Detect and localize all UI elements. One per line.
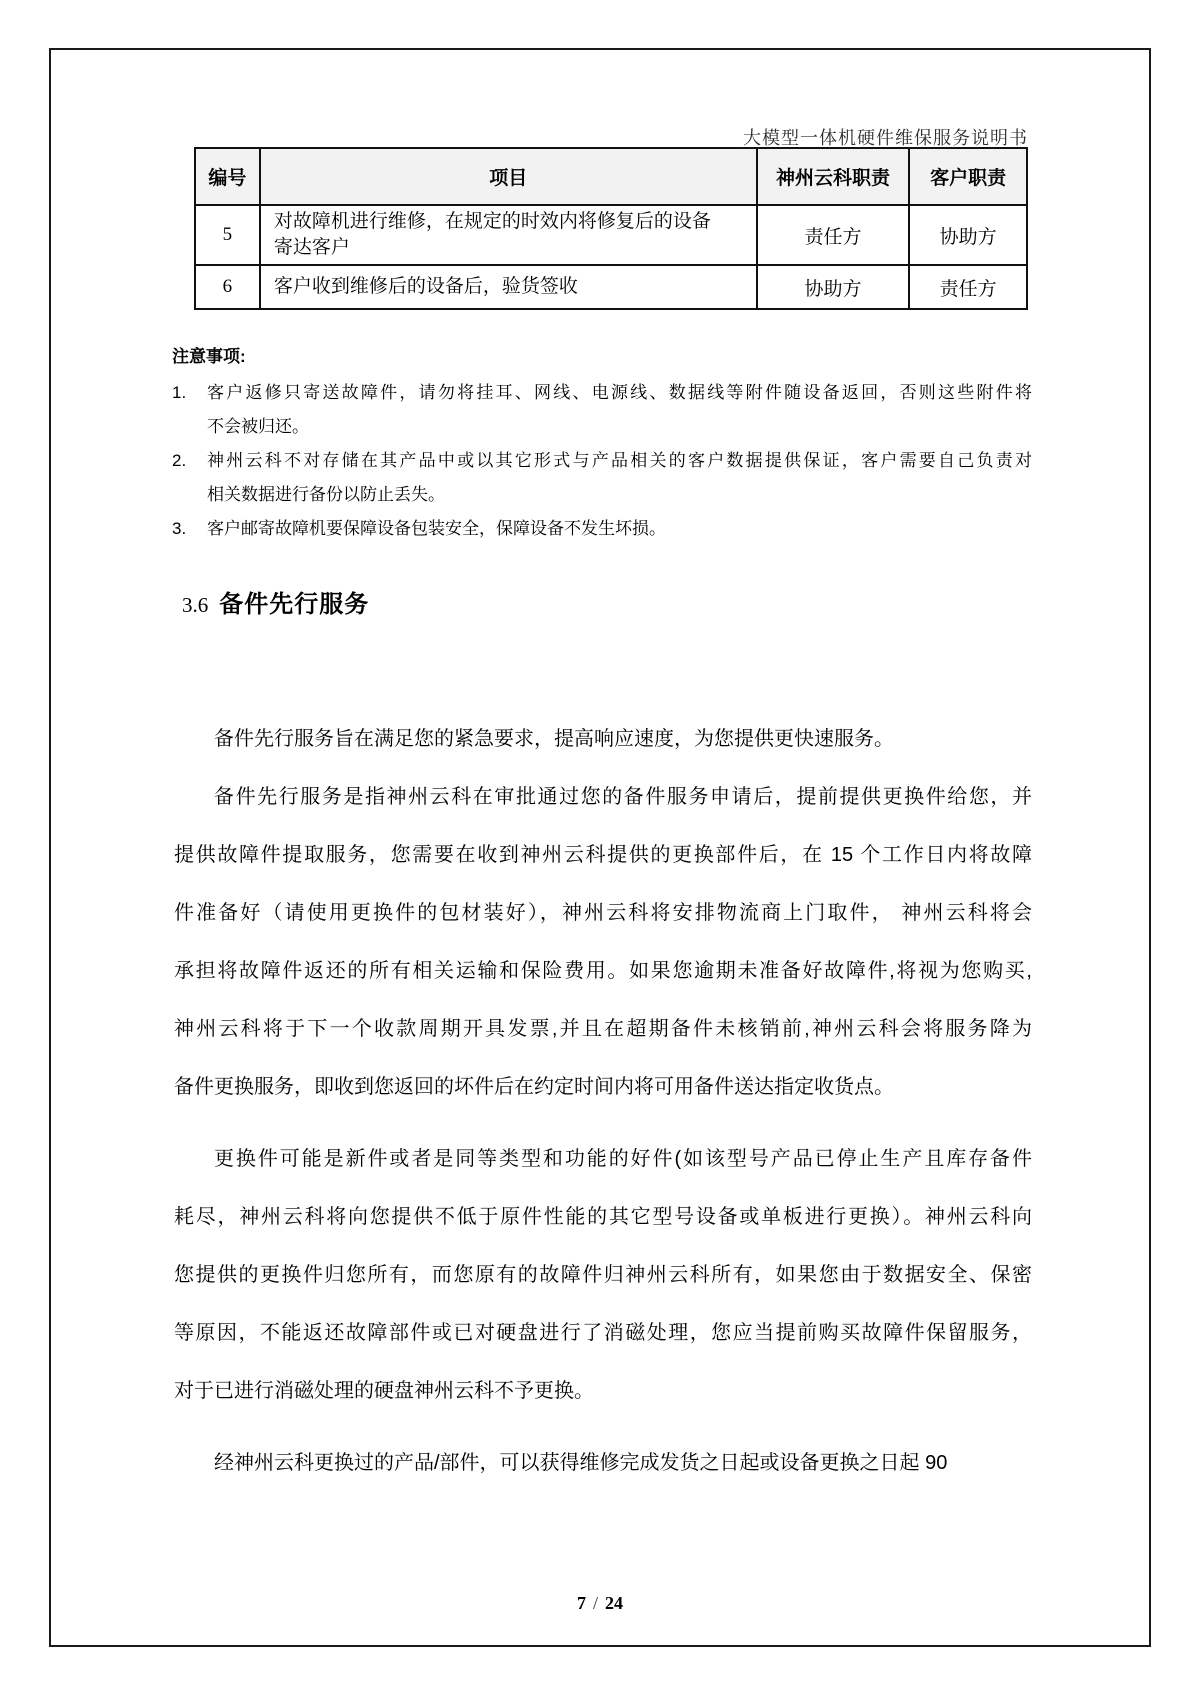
paragraph-line: 提供故障件提取服务，您需要在收到神州云科提供的更换部件后，在 15 个工作日内将故障 bbox=[174, 844, 1032, 866]
note-line: 相关数据进行备份以防止丢失。 bbox=[207, 485, 445, 504]
note-line: 客户邮寄故障机要保障设备包装安全，保障设备不发生坏损。 bbox=[207, 519, 666, 538]
page-footer bbox=[51, 1586, 1149, 1620]
paragraph-line: 耗尽，神州云科将向您提供不低于原件性能的其它型号设备或单板进行更换）。神州云科向 bbox=[174, 1206, 1032, 1228]
section-heading bbox=[182, 584, 369, 619]
note-item bbox=[172, 512, 1032, 546]
responsibility-table bbox=[194, 147, 1028, 310]
paragraph-line: 备件更换服务，即收到您返回的坏件后在约定时间内将可用备件送达指定收货点。 bbox=[174, 1076, 894, 1098]
row-customer: 责任方 bbox=[909, 265, 1027, 309]
table-row bbox=[195, 265, 1027, 309]
paragraph-line: 备件先行服务是指神州云科在审批通过您的备件服务申请后，提前提供更换件给您，并 bbox=[214, 786, 1032, 808]
paragraph-line: 承担将故障件返还的所有相关运输和保险费用。如果您逾期未准备好故障件,将视为您购买, bbox=[174, 960, 1032, 982]
row-item: 客户收到维修后的设备后，验货签收 bbox=[260, 265, 757, 309]
notes-title: 注意事项: bbox=[172, 347, 246, 366]
row-vendor: 责任方 bbox=[757, 205, 910, 265]
document-page bbox=[49, 48, 1151, 1647]
footer-separator: / bbox=[592, 1593, 598, 1613]
row-no: 6 bbox=[195, 265, 260, 309]
section-body bbox=[174, 710, 1032, 1492]
doc-header-title: 大模型一体机硬件维保服务说明书 bbox=[743, 128, 1028, 148]
paragraph-line: 对于已进行消磁处理的硬盘神州云科不予更换。 bbox=[174, 1380, 594, 1402]
note-line: 神州云科不对存储在其产品中或以其它形式与产品相关的客户数据提供保证，客户需要自己负责对 bbox=[207, 451, 1032, 470]
table-header-vendor: 神州云科职责 bbox=[757, 148, 910, 205]
note-number: 1. bbox=[172, 383, 187, 402]
note-number: 3. bbox=[172, 519, 187, 538]
paragraph-line: 件准备好（请使用更换件的包材装好），神州云科将安排物流商上门取件， 神州云科将会 bbox=[174, 902, 1032, 924]
row-no: 5 bbox=[195, 205, 260, 265]
paragraph-line: 更换件可能是新件或者是同等类型和功能的好件(如该型号产品已停止生产且库存备件 bbox=[214, 1148, 1032, 1170]
paragraph-line: 经神州云科更换过的产品/部件，可以获得维修完成发货之日起或设备更换之日起 90 bbox=[214, 1452, 948, 1474]
note-item bbox=[172, 444, 1032, 512]
footer-page-current: 7 bbox=[576, 1593, 586, 1613]
table-header-no: 编号 bbox=[195, 148, 260, 205]
footer-page-total: 24 bbox=[605, 1593, 623, 1613]
note-line: 不会被归还。 bbox=[207, 417, 309, 436]
row-customer: 协助方 bbox=[909, 205, 1027, 265]
note-line: 客户返修只寄送故障件，请勿将挂耳、网线、电源线、数据线等附件随设备返回，否则这些附件将 bbox=[207, 383, 1032, 402]
row-item: 对故障机进行维修，在规定的时效内将修复后的设备寄达客户 bbox=[260, 205, 757, 265]
paragraph-line: 备件先行服务旨在满足您的紧急要求，提高响应速度，为您提供更快速服务。 bbox=[214, 728, 894, 750]
row-vendor: 协助方 bbox=[757, 265, 910, 309]
table-header-customer: 客户职责 bbox=[909, 148, 1027, 205]
note-item bbox=[172, 376, 1032, 444]
table-header-row bbox=[195, 148, 1027, 205]
paragraph-line: 您提供的更换件归您所有，而您原有的故障件归神州云科所有，如果您由于数据安全、保密 bbox=[174, 1264, 1032, 1286]
note-number: 2. bbox=[172, 451, 187, 470]
section-title: 备件先行服务 bbox=[219, 591, 370, 618]
table-header-item: 项目 bbox=[260, 148, 757, 205]
paragraph-line: 神州云科将于下一个收款周期开具发票,并且在超期备件未核销前,神州云科会将服务降为 bbox=[174, 1018, 1032, 1040]
table-row bbox=[195, 205, 1027, 265]
section-number: 3.6 bbox=[182, 593, 209, 617]
paragraph-line: 等原因，不能返还故障部件或已对硬盘进行了消磁处理，您应当提前购买故障件保留服务， bbox=[174, 1322, 1032, 1344]
notes-section bbox=[172, 340, 1032, 546]
